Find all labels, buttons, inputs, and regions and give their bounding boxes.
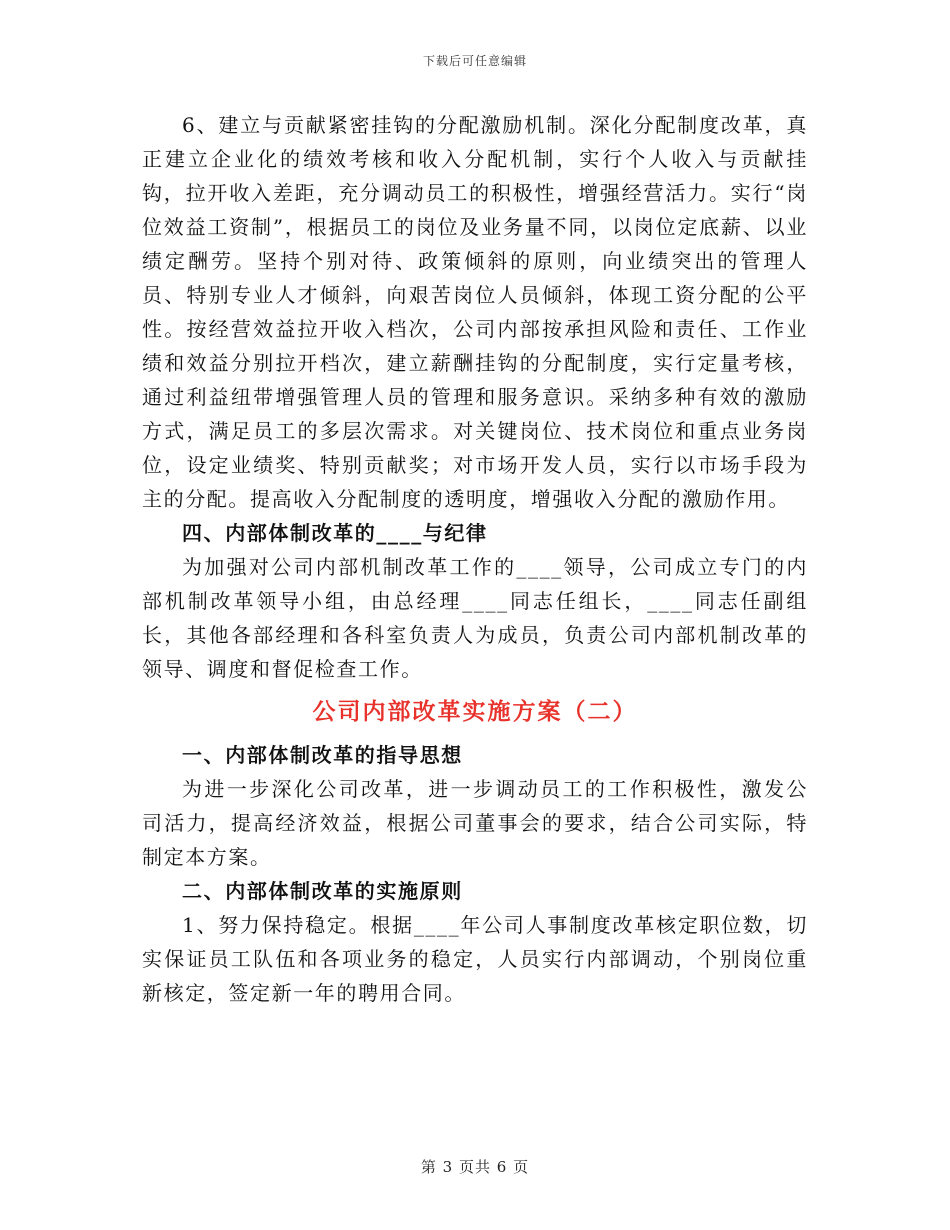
paragraph-guiding-ideology: 为进一步深化公司改革，进一步调动员工的工作积极性，激发公司活力，提高经济效益，根据公司董事会的要求，结合公司实际，特制定本方案。 <box>142 777 808 869</box>
heading-organization-discipline: 四、内部体制改革的____与纪律 <box>182 521 488 545</box>
heading-guiding-ideology: 一、内部体制改革的指导思想 <box>182 743 463 767</box>
paragraph-distribution-incentive: 6、建立与贡献紧密挂钩的分配激励机制。深化分配制度改革，真正建立企业化的绩效考核和收入分配机制，实行个人收入与贡献挂钩，拉开收入差距，充分调动员工的积极性，增强经营活力。实行“岗位效益工资制”，根据员工的岗位及业务量不同，以岗位定底薪、以业绩定酬劳。坚持个别对待、政策倾斜的原则，向业绩突出的管理人员、特别专业人才倾斜，向艰苦岗位人员倾斜，体现工资分配的公平性。按经营效益拉开收入档次，公司内部按承担风险和责任、工作业绩和效益分别拉开档次，建立薪酬挂钩的分配制度，实行定量考核，通过利益纽带增强管理人员的管理和服务意识。采纳多种有效的激励方式，满足员工的多层次需求。对关键岗位、技术岗位和重点业务岗位，设定业绩奖、特别贡献奖；对市场开发人员，实行以市场手段为主的分配。提高收入分配制度的透明度，增强收入分配的激励作用。 <box>142 113 808 511</box>
page-header: 下载后可任意编辑 <box>422 54 527 68</box>
section-title: 公司内部改革实施方案（二） <box>312 698 638 725</box>
heading-implementation-principles: 二、内部体制改革的实施原则 <box>182 879 463 903</box>
document-body <box>142 108 808 1010</box>
page-footer: 第 3 页共 6 页 <box>420 1158 530 1176</box>
paragraph-leadership-group: 为加强对公司内部机制改革工作的____领导，公司成立专门的内部机制改革领导小组，由总经理____同志任组长，____同志任副组长，其他各部经理和各科室负责人为成员，负责公司内部机制改革的领导、调度和督促检查工作。 <box>142 555 808 681</box>
paragraph-maintain-stability: 1、努力保持稳定。根据____年公司人事制度改革核定职位数，切实保证员工队伍和各项业务的稳定，人员实行内部调动，个别岗位重新核定，签定新一年的聘用合同。 <box>142 913 808 1005</box>
